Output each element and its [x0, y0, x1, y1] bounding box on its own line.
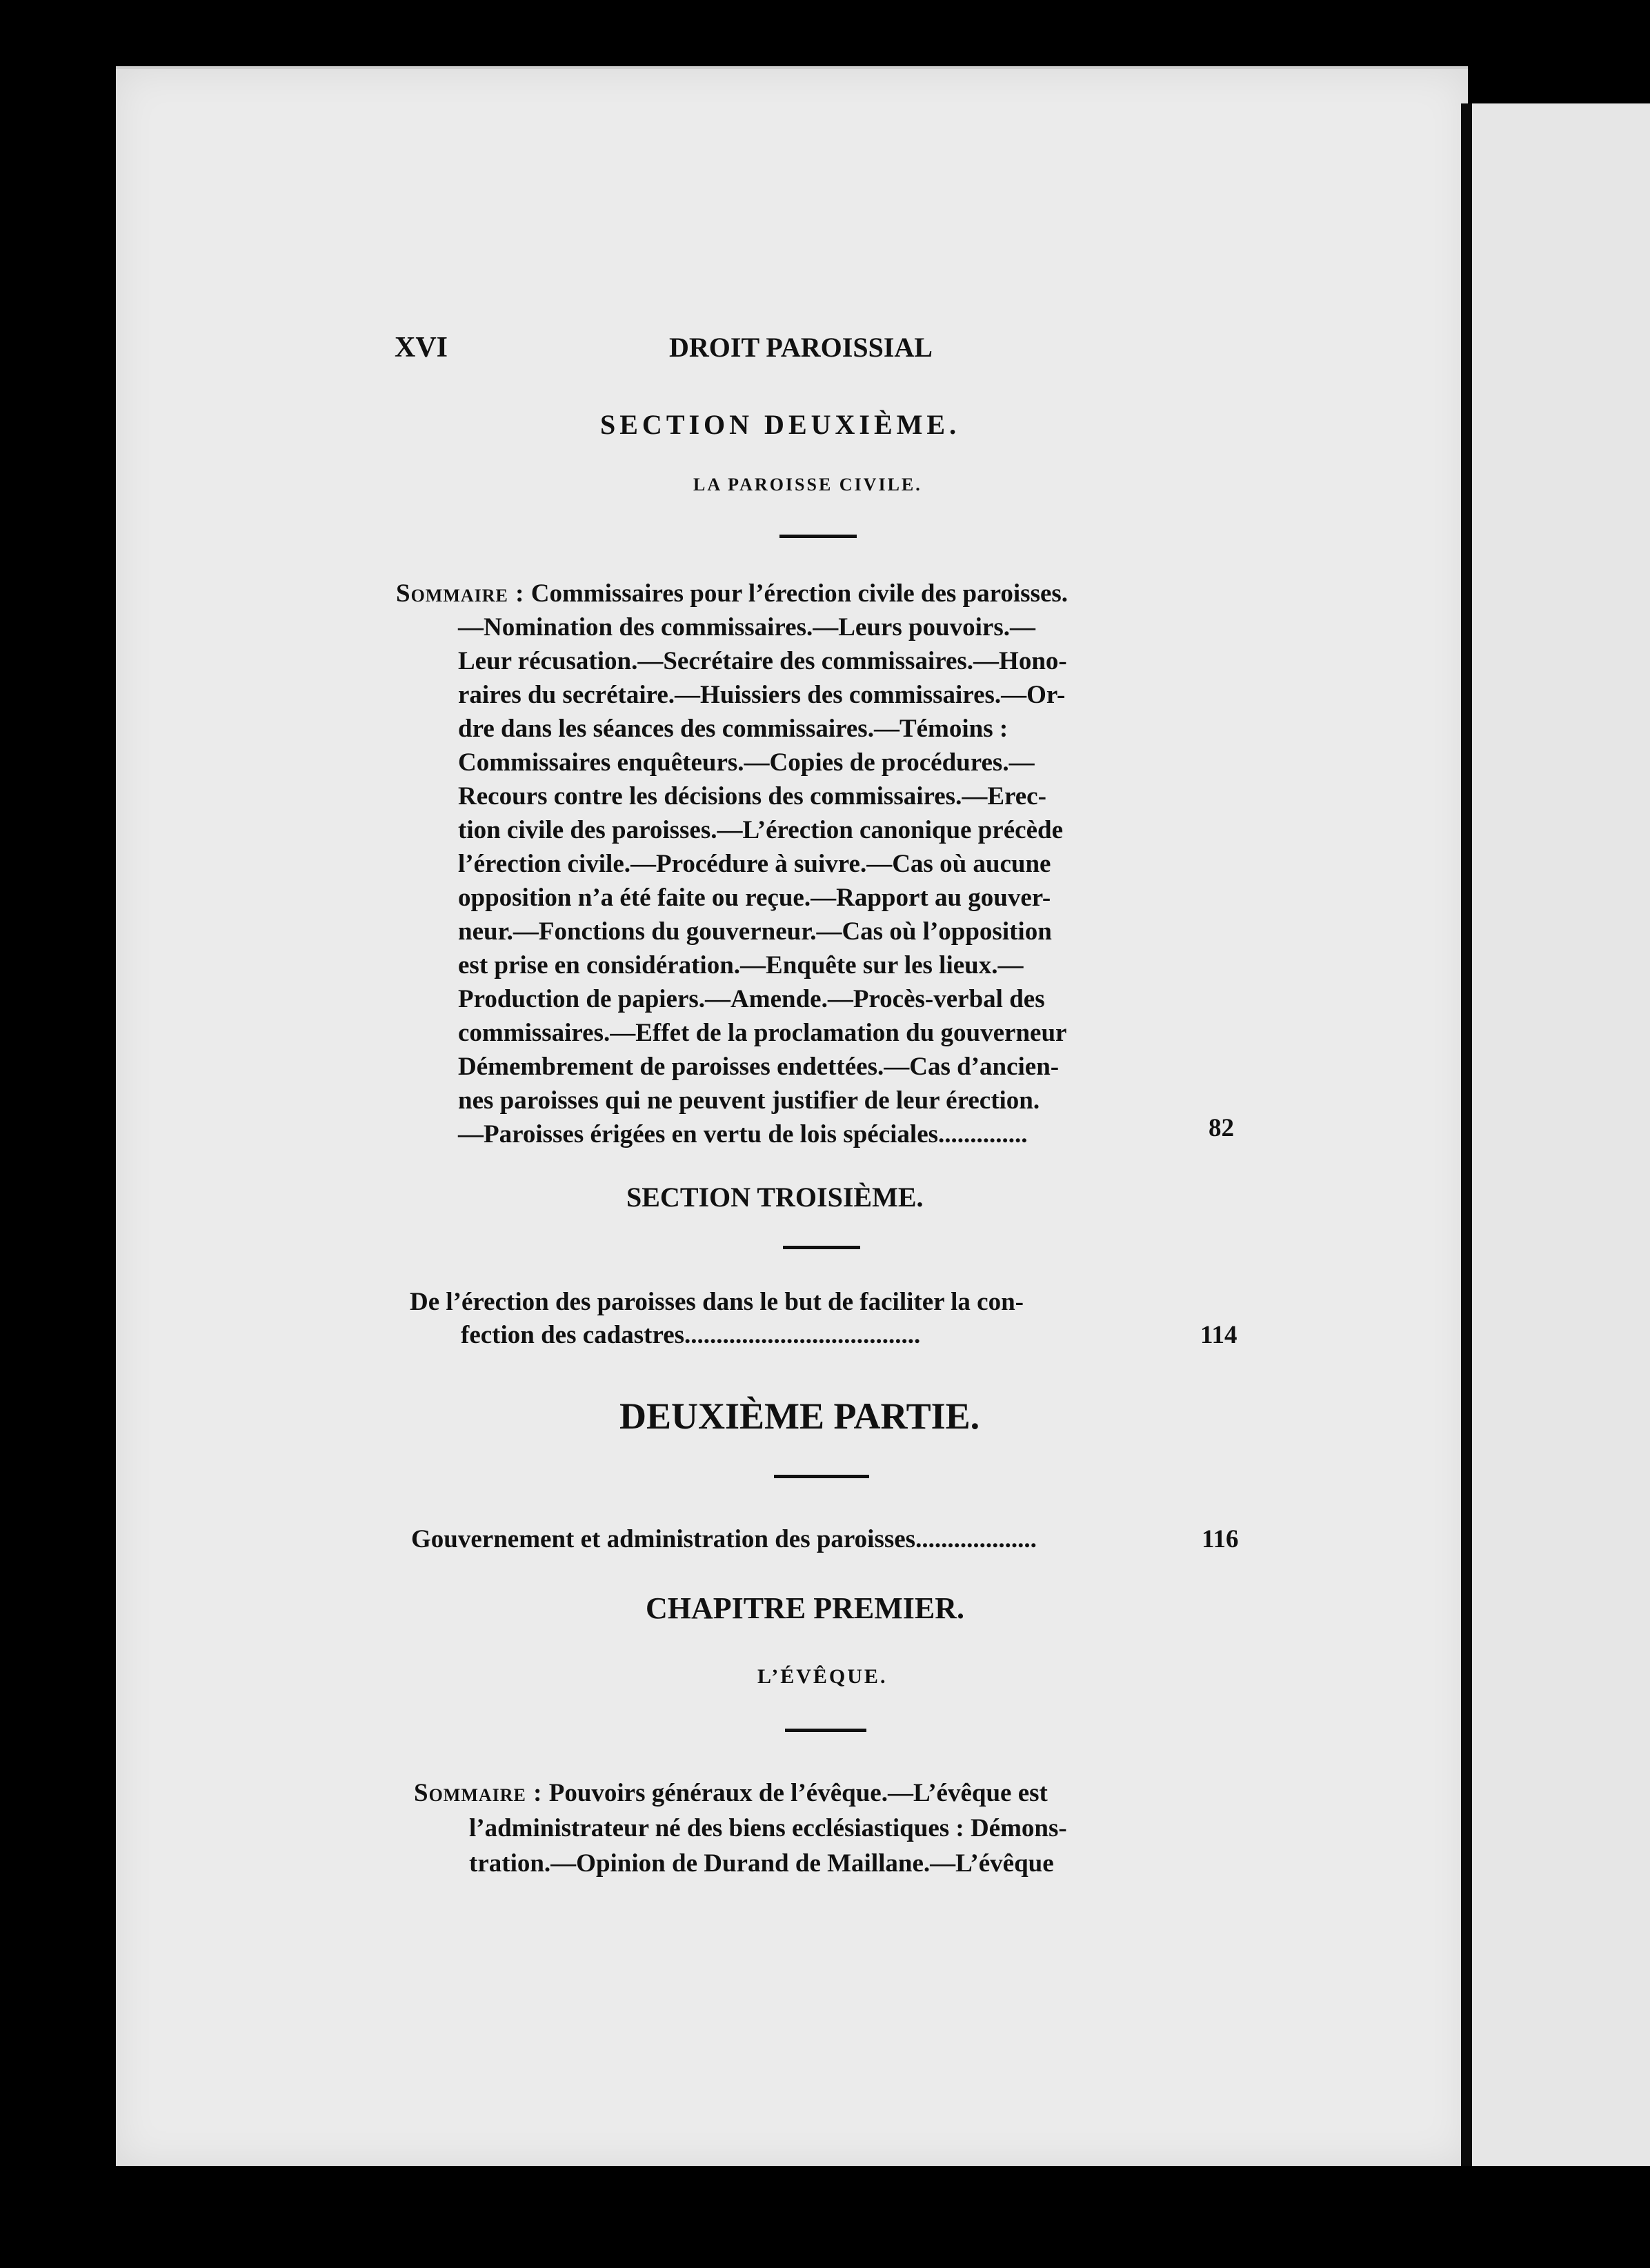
summary-label: Sommaire : — [396, 579, 525, 608]
page-number-roman: XVI — [395, 332, 448, 364]
summary-label: Sommaire : — [414, 1779, 543, 1807]
part-two-rule — [774, 1475, 869, 1478]
section-two-title: SECTION DEUXIÈME. — [600, 409, 961, 440]
summary-line: Pouvoirs généraux de l’évêque.—L’évêque est — [548, 1779, 1048, 1807]
summary-line: dre dans les séances des commissaires.—Témoins : — [458, 715, 1008, 743]
section-three-entry-line2: fection des cadastres..................................... — [461, 1321, 921, 1349]
summary-line: —Nomination des commissaires.—Leurs pouvoirs.— — [458, 613, 1035, 641]
summary-line: commissaires.—Effet de la proclamation du gouverneur — [458, 1019, 1067, 1047]
summary-line: Démembrement de paroisses endettées.—Cas d’ancien- — [458, 1053, 1060, 1081]
section-two-summary — [396, 577, 1155, 1151]
summary-line: nes paroisses qui ne peuvent justifier de leur érection. — [458, 1086, 1040, 1115]
part-two-entry: Gouvernement et administration des paroisses................... — [411, 1525, 1037, 1553]
chapter-one-subtitle: L’ÉVÊQUE. — [757, 1665, 888, 1688]
summary-line: Commissaires pour l’érection civile des paroisses. — [530, 579, 1068, 608]
summary-line: tration.—Opinion de Durand de Maillane.—L’évêque — [469, 1849, 1054, 1878]
summary-line: tion civile des paroisses.—L’érection canonique précède — [458, 816, 1063, 844]
summary-line: est prise en considération.—Enquête sur les lieux.— — [458, 951, 1024, 979]
book-gutter — [1461, 103, 1472, 2166]
section-two-subtitle: LA PAROISSE CIVILE. — [693, 475, 922, 495]
chapter-one-title: CHAPITRE PREMIER. — [646, 1591, 965, 1625]
running-title: DROIT PAROISSIAL — [669, 332, 933, 363]
summary-first-line — [414, 1775, 1166, 1811]
summary-line: —Paroisses érigées en vertu de lois spéciales.............. — [458, 1120, 1028, 1148]
section-three-page: 114 — [1200, 1321, 1238, 1349]
section-three-rule — [783, 1246, 860, 1249]
part-two-page: 116 — [1202, 1525, 1239, 1553]
chapter-one-rule — [785, 1729, 866, 1732]
section-three-title: SECTION TROISIÈME. — [626, 1182, 924, 1213]
summary-line: Leur récusation.—Secrétaire des commissaires.—Hono- — [458, 647, 1067, 675]
summary-line: l’administrateur né des biens ecclésiastiques : Démons- — [469, 1814, 1067, 1842]
part-two-title: DEUXIÈME PARTIE. — [619, 1395, 980, 1437]
section-three-entry-line1: De l’érection des paroisses dans le but de faciliter la con- — [410, 1288, 1024, 1316]
section-two-page: 82 — [1209, 1114, 1234, 1142]
summary-line: Production de papiers.—Amende.—Procès-verbal des — [458, 985, 1045, 1013]
summary-first-line — [396, 577, 1155, 610]
summary-line: opposition n’a été faite ou reçue.—Rapport au gouver- — [458, 884, 1051, 912]
summary-line: l’érection civile.—Procédure à suivre.—Cas où aucune — [458, 850, 1051, 878]
summary-line: Recours contre les décisions des commissaires.—Erec- — [458, 782, 1046, 810]
facing-page — [1472, 103, 1650, 2166]
summary-line: Commissaires enquêteurs.—Copies de procédures.— — [458, 748, 1035, 777]
section-two-rule — [779, 535, 857, 538]
chapter-one-summary — [414, 1775, 1166, 1881]
summary-line: raires du secrétaire.—Huissiers des commissaires.—Or- — [458, 681, 1066, 709]
summary-line: neur.—Fonctions du gouverneur.—Cas où l’opposition — [458, 917, 1052, 946]
